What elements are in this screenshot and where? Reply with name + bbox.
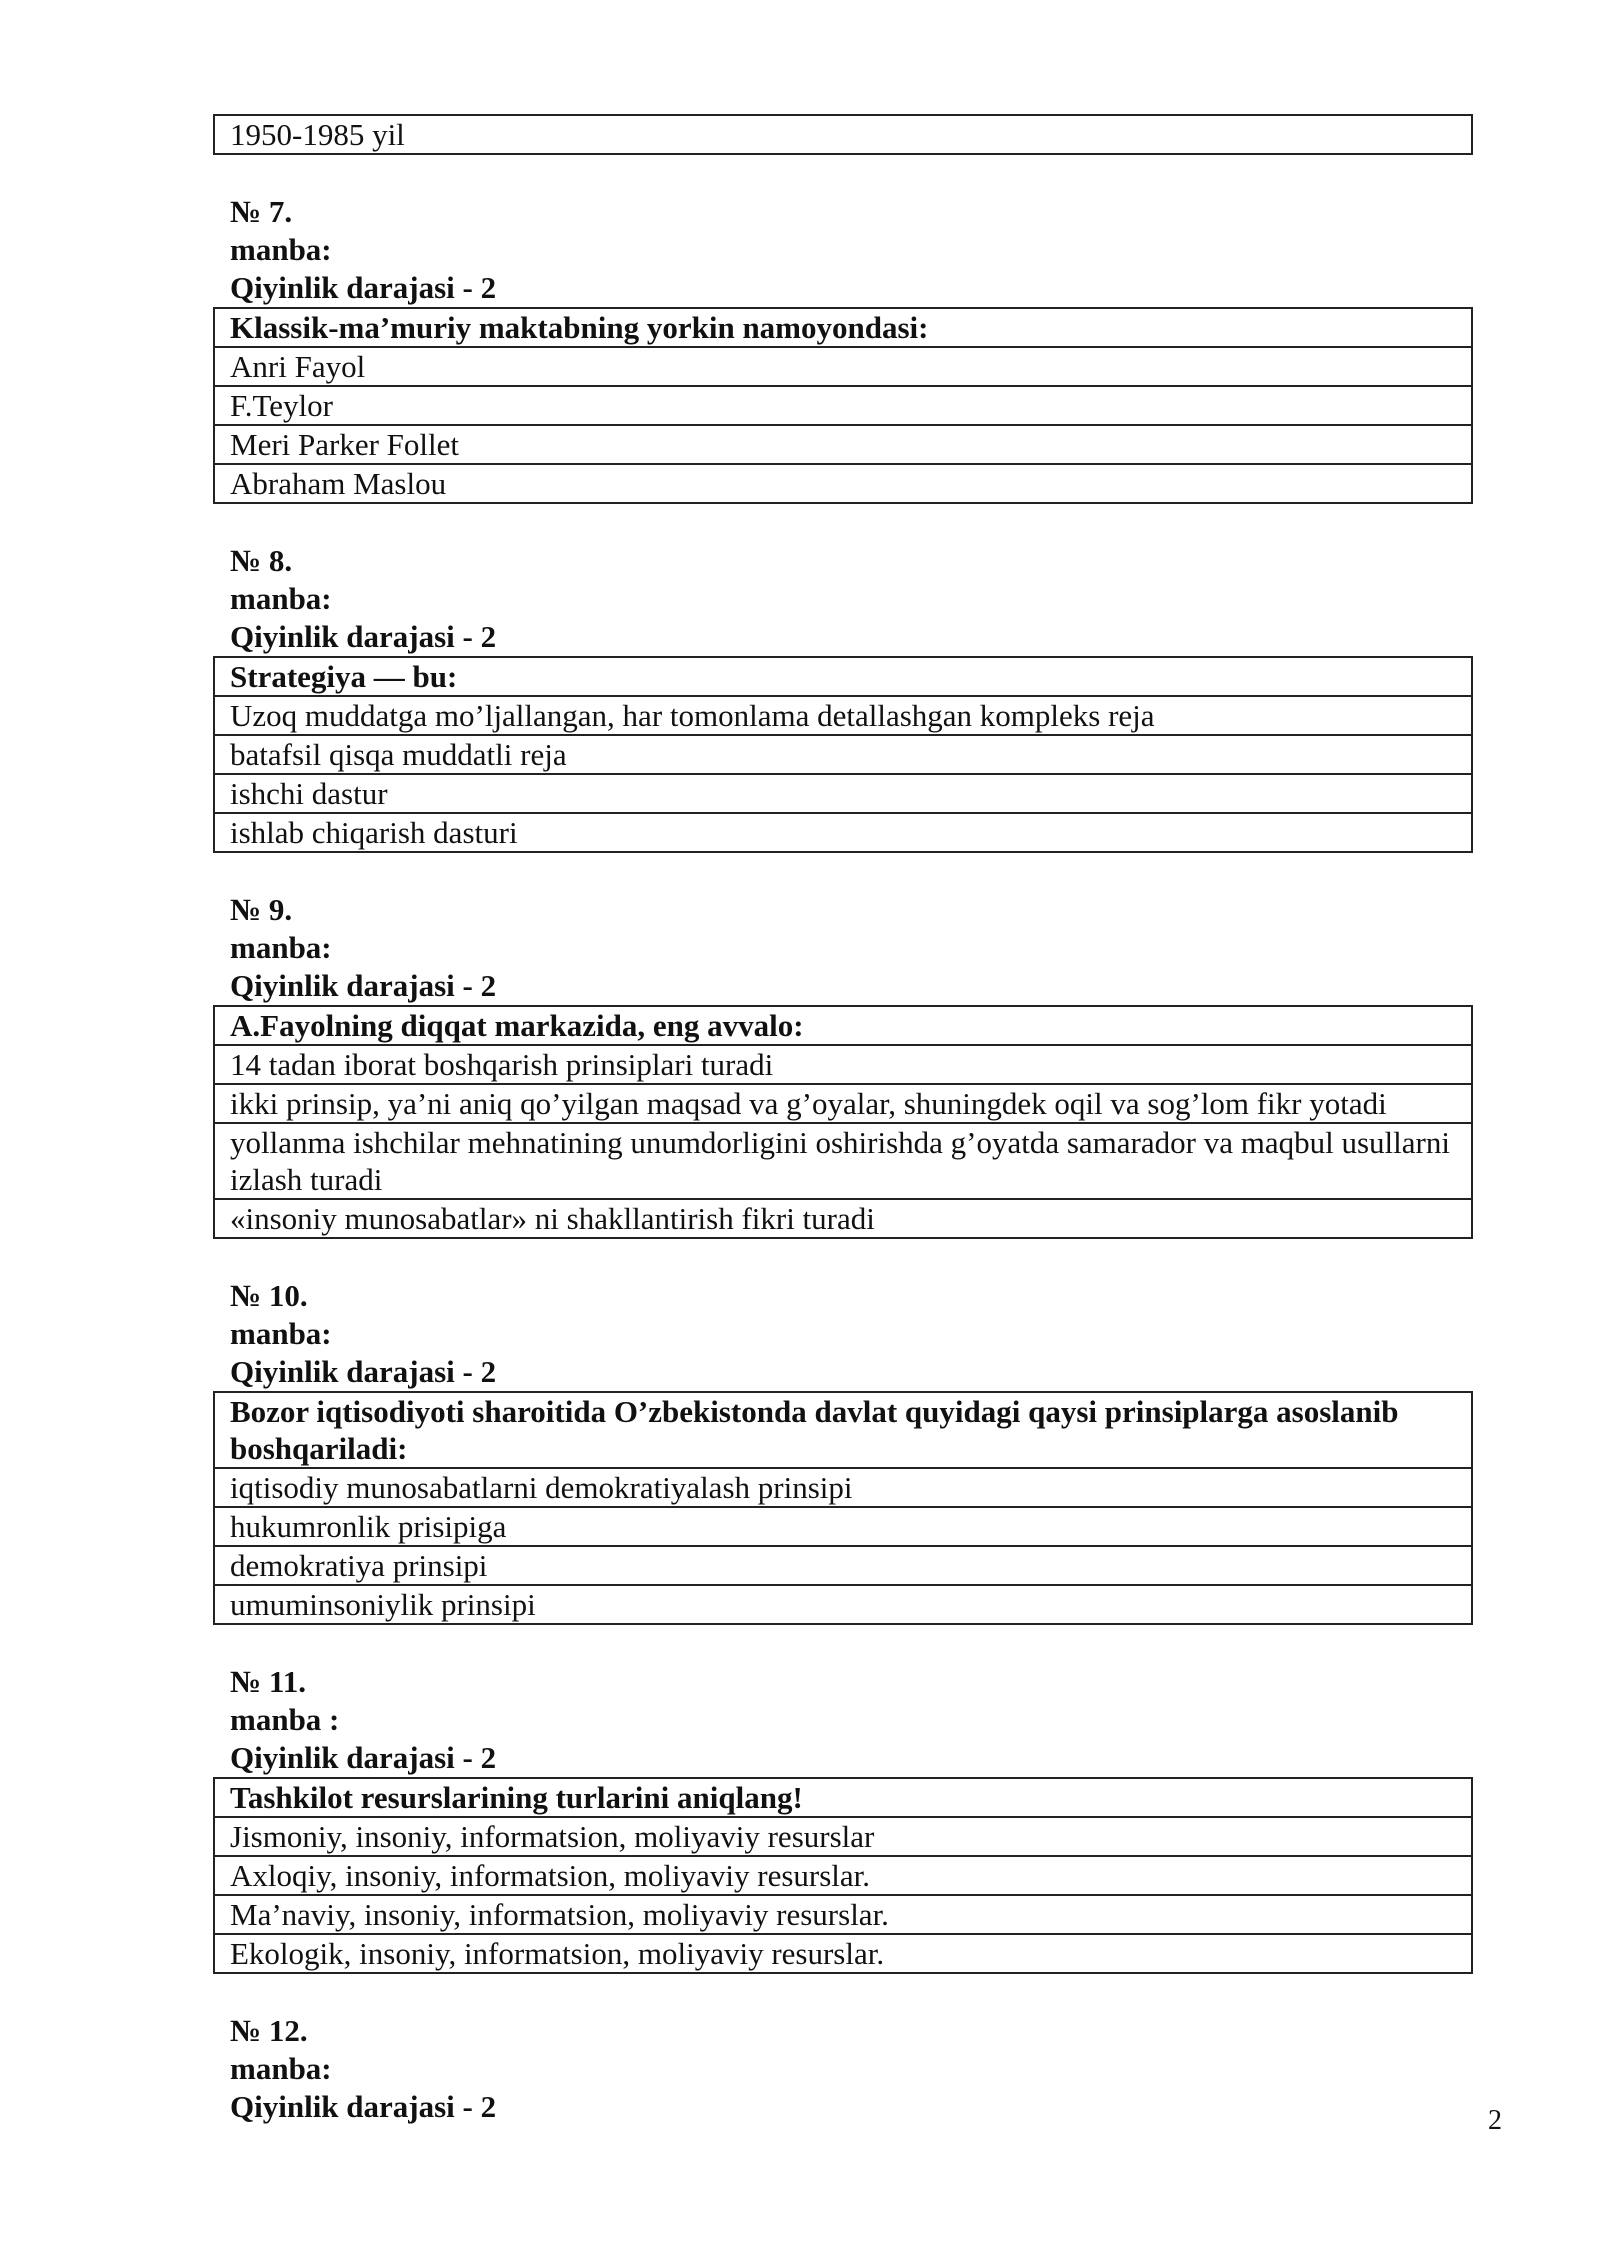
question-number: № 12.	[230, 2013, 308, 2048]
option-cell: ishlab chiqarish dasturi	[214, 813, 1472, 852]
option-cell: demokratiya prinsipi	[214, 1546, 1472, 1585]
table-row	[214, 696, 1472, 735]
table-row	[214, 115, 1472, 154]
option-cell: F.Teylor	[214, 386, 1472, 425]
option-cell: Jismoniy, insoniy, informatsion, moliyaviy resurslar	[214, 1817, 1472, 1856]
question-number: № 10.	[230, 1278, 308, 1313]
question-block-9	[213, 891, 1473, 1239]
table-row	[214, 425, 1472, 464]
page-number: 2	[1488, 2105, 1502, 2136]
question-table	[213, 307, 1473, 504]
option-cell: 1950-1985 yil	[214, 115, 1472, 154]
question-block-8	[213, 542, 1473, 853]
question-number: № 9.	[230, 892, 293, 927]
question-table	[213, 1777, 1473, 1974]
option-cell: ikki prinsip, ya’ni aniq qo’yilgan maqsad va g’oyalar, shuningdek oqil va sog’lom fikr yotadi	[214, 1084, 1472, 1123]
option-cell: Uzoq muddatga mo’ljallangan, har tomonlama detallashgan kompleks reja	[214, 696, 1472, 735]
option-cell: Meri Parker Follet	[214, 425, 1472, 464]
question-block-12	[213, 2012, 1473, 2126]
source-label: manba:	[230, 930, 332, 965]
table-row	[214, 1817, 1472, 1856]
question-table	[213, 1391, 1473, 1625]
difficulty-label: Qiyinlik darajasi - 2	[230, 968, 497, 1003]
source-label: manba:	[230, 2051, 332, 2086]
question-text: A.Fayolning diqqat markazida, eng avvalo:	[214, 1006, 1472, 1045]
question-text: Klassik-ma’muriy maktabning yorkin namoyondasi:	[214, 308, 1472, 347]
difficulty-label: Qiyinlik darajasi - 2	[230, 270, 497, 305]
option-cell: Ekologik, insoniy, informatsion, moliyaviy resurslar.	[214, 1934, 1472, 1973]
table-row	[214, 1392, 1472, 1468]
question-table	[213, 656, 1473, 853]
table-row	[214, 657, 1472, 696]
option-cell: Anri Fayol	[214, 347, 1472, 386]
question-block-11	[213, 1663, 1473, 1974]
question-number: № 8.	[230, 543, 293, 578]
question-block-7	[213, 193, 1473, 504]
option-cell: «insoniy munosabatlar» ni shakllantirish fikri turadi	[214, 1199, 1472, 1238]
question-number: № 11.	[230, 1664, 306, 1699]
question-text: Strategiya — bu:	[214, 657, 1472, 696]
difficulty-label: Qiyinlik darajasi - 2	[230, 1354, 497, 1389]
option-cell: umuminsoniylik prinsipi	[214, 1585, 1472, 1624]
difficulty-label: Qiyinlik darajasi - 2	[230, 619, 497, 654]
source-label: manba:	[230, 1316, 332, 1351]
question-text: Bozor iqtisodiyoti sharoitida O’zbekistonda davlat quyidagi qaysi prinsiplarga asoslanib boshqariladi:	[214, 1392, 1472, 1468]
table-row	[214, 774, 1472, 813]
previous-answer-table	[213, 114, 1473, 155]
table-row	[214, 1045, 1472, 1084]
table-row	[214, 386, 1472, 425]
option-cell: Abraham Maslou	[214, 464, 1472, 503]
option-cell: Ma’naviy, insoniy, informatsion, moliyaviy resurslar.	[214, 1895, 1472, 1934]
difficulty-label: Qiyinlik darajasi - 2	[230, 2089, 497, 2124]
option-cell: batafsil qisqa muddatli reja	[214, 735, 1472, 774]
table-row	[214, 1895, 1472, 1934]
option-cell: Axloqiy, insoniy, informatsion, moliyaviy resurslar.	[214, 1856, 1472, 1895]
table-row	[214, 1006, 1472, 1045]
source-label: manba:	[230, 581, 332, 616]
question-table	[213, 1005, 1473, 1239]
table-row	[214, 1585, 1472, 1624]
option-cell: hukumronlik prisipiga	[214, 1507, 1472, 1546]
table-row	[214, 1468, 1472, 1507]
table-row	[214, 1123, 1472, 1199]
question-number: № 7.	[230, 194, 293, 229]
option-cell: iqtisodiy munosabatlarni demokratiyalash prinsipi	[214, 1468, 1472, 1507]
page-content	[213, 114, 1473, 2126]
table-row	[214, 308, 1472, 347]
question-text: Tashkilot resurslarining turlarini aniqlang!	[214, 1778, 1472, 1817]
option-cell: yollanma ishchilar mehnatining unumdorligini oshirishda g’oyatda samarador va maqbul usullarni izlash turadi	[214, 1123, 1472, 1199]
source-label: manba:	[230, 232, 332, 267]
table-row	[214, 1856, 1472, 1895]
question-block-10	[213, 1277, 1473, 1625]
option-cell: ishchi dastur	[214, 774, 1472, 813]
table-row	[214, 1546, 1472, 1585]
source-label: manba :	[230, 1702, 340, 1737]
table-row	[214, 735, 1472, 774]
table-row	[214, 1084, 1472, 1123]
difficulty-label: Qiyinlik darajasi - 2	[230, 1740, 497, 1775]
table-row	[214, 1934, 1472, 1973]
table-row	[214, 464, 1472, 503]
table-row	[214, 1778, 1472, 1817]
table-row	[214, 813, 1472, 852]
table-row	[214, 1507, 1472, 1546]
table-row	[214, 347, 1472, 386]
option-cell: 14 tadan iborat boshqarish prinsiplari turadi	[214, 1045, 1472, 1084]
table-row	[214, 1199, 1472, 1238]
